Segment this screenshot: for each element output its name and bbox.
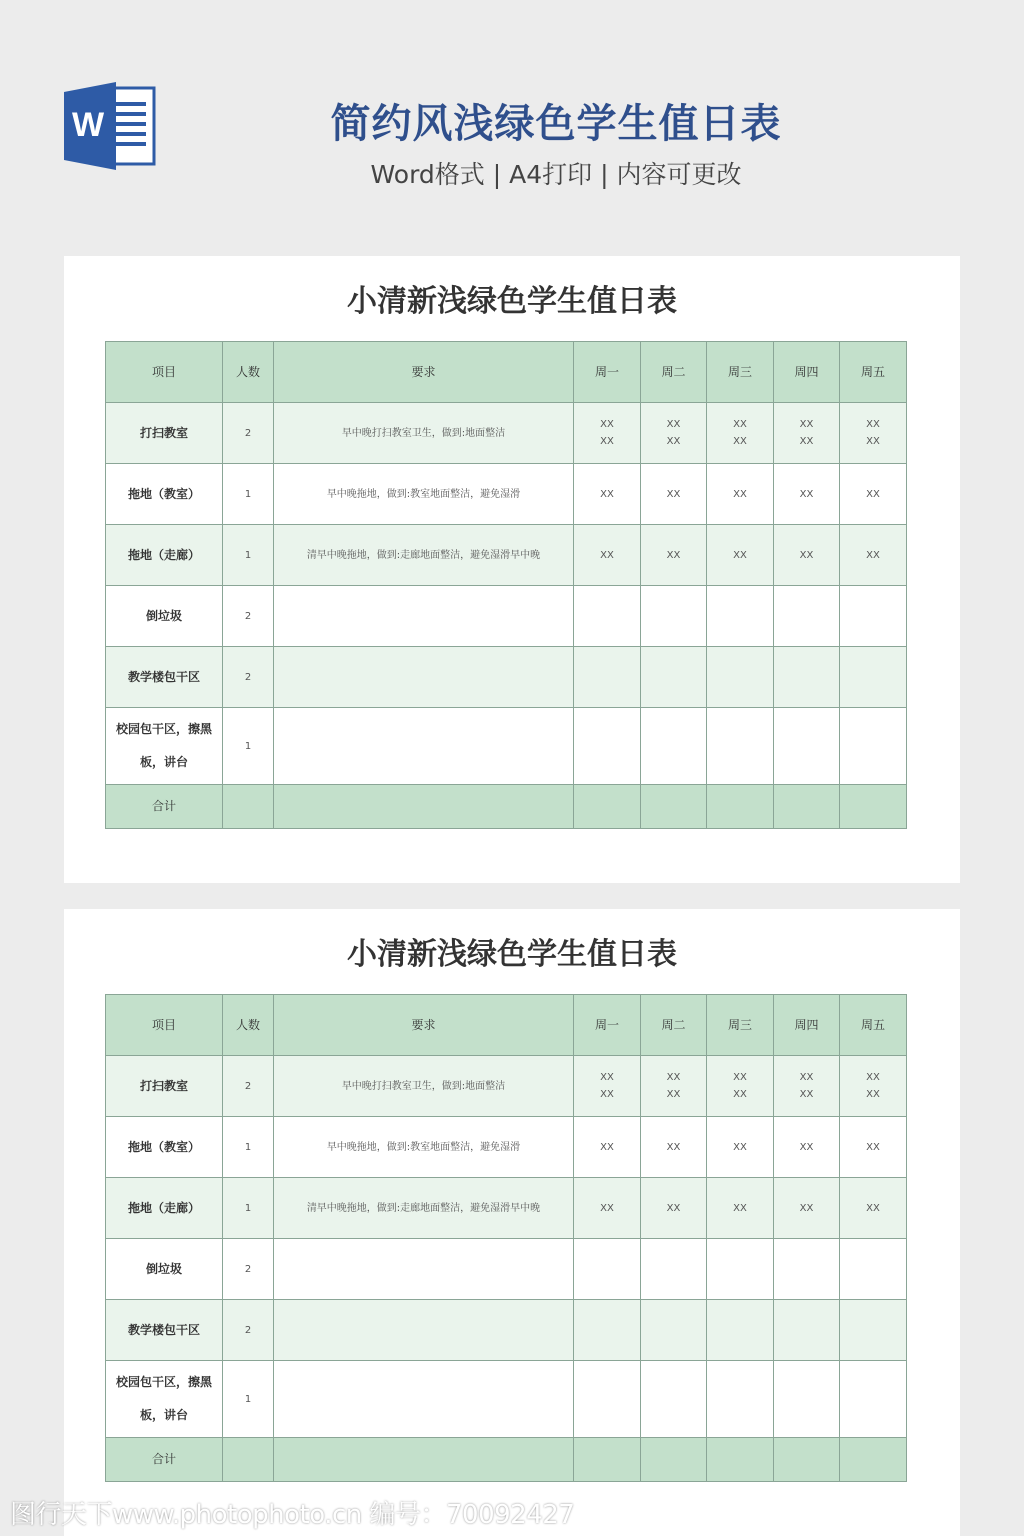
table-row xyxy=(106,1239,907,1300)
day-assignee xyxy=(707,1361,774,1438)
column-header: 周三 xyxy=(707,342,774,403)
total-cell xyxy=(223,1438,274,1482)
people-count: 2 xyxy=(223,647,274,708)
duty-item: 拖地（走廊） xyxy=(106,1178,223,1239)
day-assignee xyxy=(641,1239,707,1300)
total-cell xyxy=(840,785,907,829)
day-assignee xyxy=(574,1361,641,1438)
day-assignee: XX XX xyxy=(774,403,840,464)
duty-table-card-1 xyxy=(64,256,960,883)
people-count: 1 xyxy=(223,1361,274,1438)
table-header-row xyxy=(106,342,907,403)
duty-item: 打扫教室 xyxy=(106,1056,223,1117)
day-assignee xyxy=(707,1300,774,1361)
column-header: 周五 xyxy=(840,995,907,1056)
duty-item: 拖地（走廊） xyxy=(106,525,223,586)
duty-item: 倒垃圾 xyxy=(106,1239,223,1300)
table-row xyxy=(106,525,907,586)
day-assignee: XX xyxy=(840,525,907,586)
total-cell xyxy=(641,1438,707,1482)
card-title: 小清新浅绿色学生值日表 xyxy=(347,284,677,319)
day-assignee xyxy=(707,708,774,785)
duty-table xyxy=(105,994,907,1482)
total-row xyxy=(106,785,907,829)
day-assignee xyxy=(641,1300,707,1361)
table-row xyxy=(106,586,907,647)
requirement xyxy=(274,1300,574,1361)
requirement: 早中晚打扫教室卫生，做到:地面整洁 xyxy=(274,403,574,464)
total-cell xyxy=(274,785,574,829)
column-header: 项目 xyxy=(106,342,223,403)
column-header: 周一 xyxy=(574,342,641,403)
day-assignee: XX XX xyxy=(574,403,641,464)
duty-item: 教学楼包干区 xyxy=(106,1300,223,1361)
day-assignee xyxy=(707,586,774,647)
column-header: 周二 xyxy=(641,342,707,403)
people-count: 2 xyxy=(223,1239,274,1300)
total-label: 合计 xyxy=(106,785,223,829)
day-assignee: XX xyxy=(840,1117,907,1178)
column-header: 人数 xyxy=(223,995,274,1056)
total-cell xyxy=(774,1438,840,1482)
card-title: 小清新浅绿色学生值日表 xyxy=(347,937,677,972)
requirement xyxy=(274,1361,574,1438)
day-assignee xyxy=(840,1239,907,1300)
day-assignee: XX xyxy=(707,1117,774,1178)
day-assignee xyxy=(641,586,707,647)
day-assignee: XX XX xyxy=(707,403,774,464)
duty-table xyxy=(105,341,907,829)
requirement xyxy=(274,708,574,785)
duty-item: 拖地（教室） xyxy=(106,1117,223,1178)
table-row xyxy=(106,708,907,785)
table-row xyxy=(106,1300,907,1361)
day-assignee: XX XX xyxy=(641,403,707,464)
day-assignee xyxy=(707,1239,774,1300)
day-assignee: XX xyxy=(774,525,840,586)
requirement xyxy=(274,647,574,708)
day-assignee xyxy=(641,708,707,785)
duty-item: 校园包干区，擦黑板，讲台 xyxy=(106,708,223,785)
requirement: 早中晚打扫教室卫生，做到:地面整洁 xyxy=(274,1056,574,1117)
watermark-text: 图行天下www.photophoto.cn 编号：70092427 xyxy=(10,1500,575,1530)
day-assignee xyxy=(574,708,641,785)
day-assignee: XX XX xyxy=(774,1056,840,1117)
day-assignee xyxy=(574,586,641,647)
total-cell xyxy=(574,785,641,829)
total-cell xyxy=(574,1438,641,1482)
column-header: 周三 xyxy=(707,995,774,1056)
duty-item: 校园包干区，擦黑板，讲台 xyxy=(106,1361,223,1438)
day-assignee xyxy=(840,647,907,708)
day-assignee: XX xyxy=(774,464,840,525)
people-count: 2 xyxy=(223,1300,274,1361)
day-assignee: XX xyxy=(641,1117,707,1178)
column-header: 要求 xyxy=(274,342,574,403)
requirement: 清早中晚拖地，做到:走廊地面整洁，避免湿滑早中晚 xyxy=(274,1178,574,1239)
day-assignee: XX xyxy=(774,1178,840,1239)
day-assignee xyxy=(840,1361,907,1438)
day-assignee xyxy=(774,708,840,785)
day-assignee: XX xyxy=(840,464,907,525)
column-header: 周四 xyxy=(774,342,840,403)
day-assignee: XX xyxy=(707,464,774,525)
table-header-row xyxy=(106,995,907,1056)
column-header: 周一 xyxy=(574,995,641,1056)
day-assignee xyxy=(840,708,907,785)
duty-table-card-2 xyxy=(64,909,960,1536)
table-row xyxy=(106,1056,907,1117)
duty-item: 教学楼包干区 xyxy=(106,647,223,708)
day-assignee: XX XX xyxy=(840,1056,907,1117)
total-cell xyxy=(641,785,707,829)
word-document-icon xyxy=(64,82,156,170)
duty-item: 拖地（教室） xyxy=(106,464,223,525)
people-count: 1 xyxy=(223,464,274,525)
requirement: 早中晚拖地，做到:教室地面整洁，避免湿滑 xyxy=(274,1117,574,1178)
day-assignee xyxy=(774,1361,840,1438)
people-count: 2 xyxy=(223,586,274,647)
day-assignee: XX xyxy=(574,525,641,586)
people-count: 2 xyxy=(223,403,274,464)
day-assignee xyxy=(574,1300,641,1361)
page-subtitle: Word格式 | A4打印 | 内容可更改 xyxy=(370,160,742,189)
column-header: 周五 xyxy=(840,342,907,403)
total-cell xyxy=(707,785,774,829)
column-header: 周四 xyxy=(774,995,840,1056)
column-header: 人数 xyxy=(223,342,274,403)
column-header: 要求 xyxy=(274,995,574,1056)
duty-item: 打扫教室 xyxy=(106,403,223,464)
table-row xyxy=(106,1178,907,1239)
day-assignee xyxy=(774,647,840,708)
total-label: 合计 xyxy=(106,1438,223,1482)
column-header: 项目 xyxy=(106,995,223,1056)
requirement xyxy=(274,1239,574,1300)
day-assignee: XX xyxy=(574,1117,641,1178)
word-logo-letter: W xyxy=(71,106,105,144)
day-assignee xyxy=(574,1239,641,1300)
total-cell xyxy=(223,785,274,829)
table-row xyxy=(106,647,907,708)
day-assignee: XX XX xyxy=(840,403,907,464)
day-assignee: XX xyxy=(641,525,707,586)
day-assignee: XX XX xyxy=(641,1056,707,1117)
page-header xyxy=(0,0,1024,240)
table-row xyxy=(106,1117,907,1178)
day-assignee xyxy=(641,1361,707,1438)
table-row xyxy=(106,403,907,464)
day-assignee xyxy=(774,1239,840,1300)
day-assignee: XX xyxy=(774,1117,840,1178)
total-cell xyxy=(707,1438,774,1482)
total-cell xyxy=(840,1438,907,1482)
day-assignee: XX XX xyxy=(574,1056,641,1117)
total-row xyxy=(106,1438,907,1482)
day-assignee: XX xyxy=(707,1178,774,1239)
day-assignee xyxy=(641,647,707,708)
day-assignee: XX xyxy=(707,525,774,586)
duty-item: 倒垃圾 xyxy=(106,586,223,647)
people-count: 1 xyxy=(223,1117,274,1178)
day-assignee xyxy=(840,1300,907,1361)
day-assignee xyxy=(707,647,774,708)
total-cell xyxy=(774,785,840,829)
day-assignee: XX xyxy=(641,464,707,525)
requirement: 清早中晚拖地，做到:走廊地面整洁，避免湿滑早中晚 xyxy=(274,525,574,586)
table-row xyxy=(106,464,907,525)
requirement xyxy=(274,586,574,647)
day-assignee: XX XX xyxy=(707,1056,774,1117)
people-count: 2 xyxy=(223,1056,274,1117)
total-cell xyxy=(274,1438,574,1482)
page-title: 简约风浅绿色学生值日表 xyxy=(330,101,782,147)
table-row xyxy=(106,1361,907,1438)
day-assignee: XX xyxy=(840,1178,907,1239)
day-assignee: XX xyxy=(574,1178,641,1239)
day-assignee xyxy=(840,586,907,647)
day-assignee xyxy=(574,647,641,708)
column-header: 周二 xyxy=(641,995,707,1056)
requirement: 早中晚拖地，做到:教室地面整洁，避免湿滑 xyxy=(274,464,574,525)
day-assignee: XX xyxy=(574,464,641,525)
day-assignee xyxy=(774,586,840,647)
people-count: 1 xyxy=(223,525,274,586)
day-assignee: XX xyxy=(641,1178,707,1239)
people-count: 1 xyxy=(223,1178,274,1239)
day-assignee xyxy=(774,1300,840,1361)
people-count: 1 xyxy=(223,708,274,785)
